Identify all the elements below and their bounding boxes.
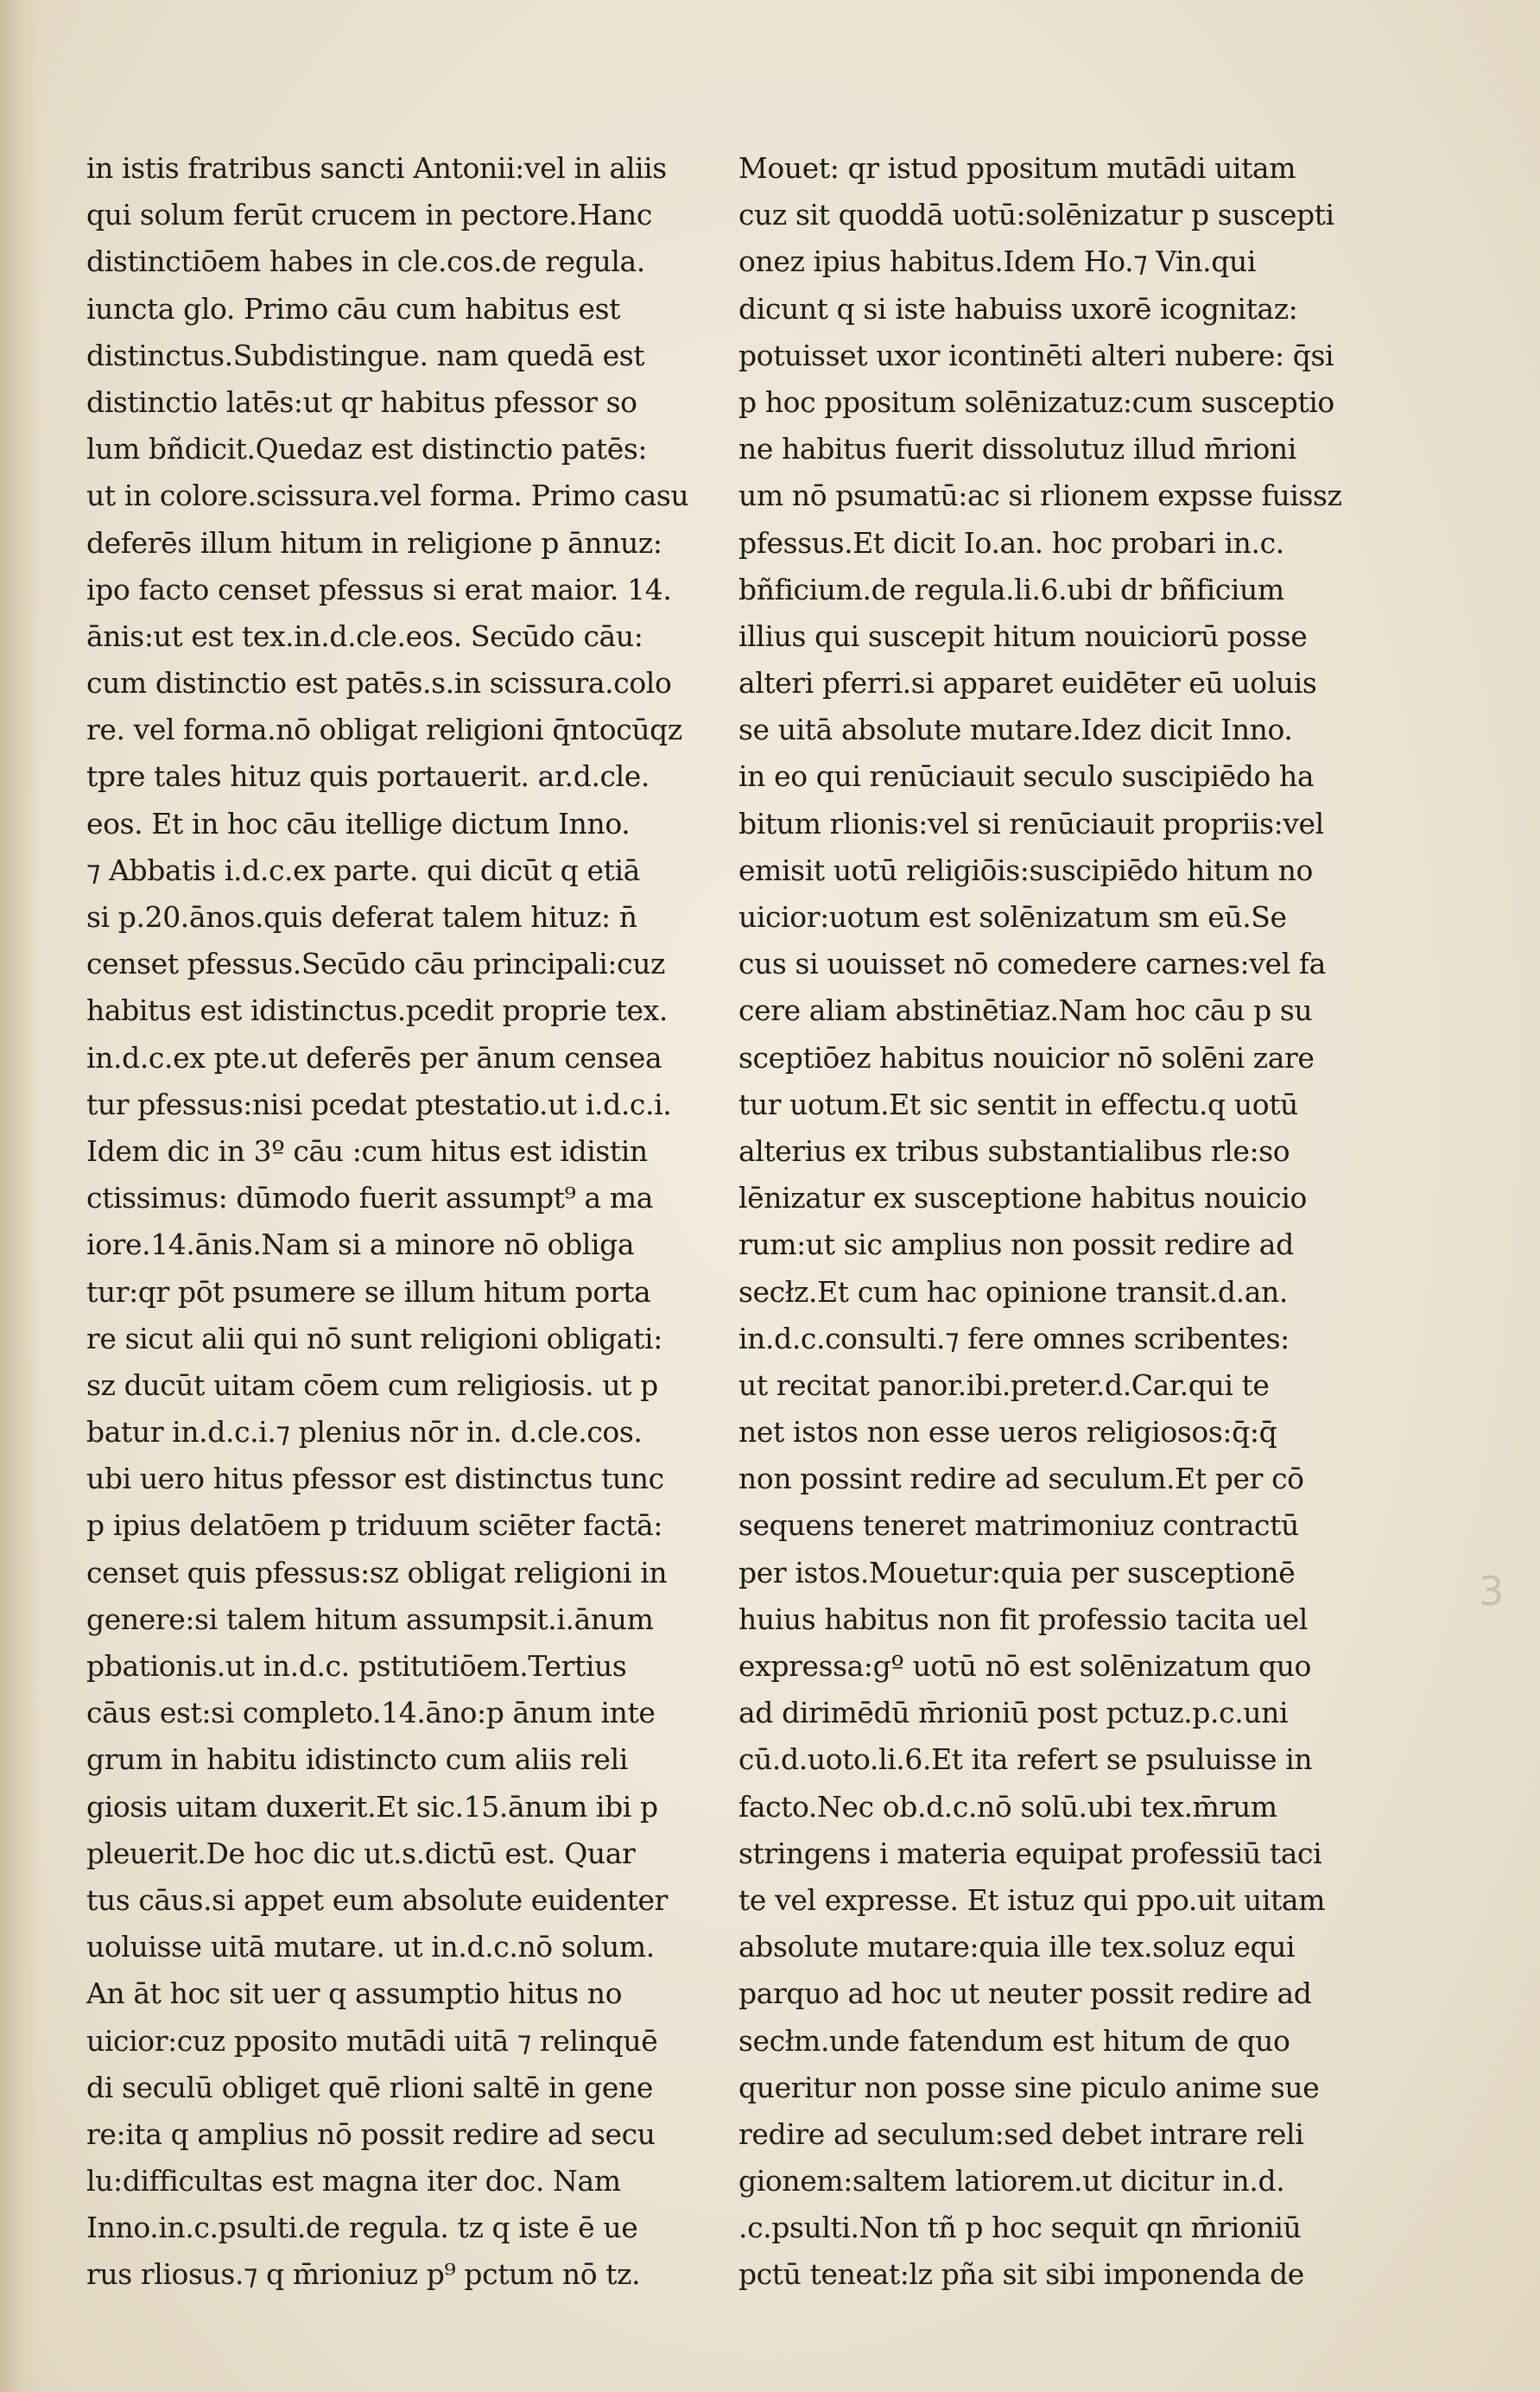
- right-column-line: uicior:uotum est solēnizatum sm eū.Se: [738, 900, 1287, 934]
- right-column-line: .c.psulti.Non tñ p hoc sequit qn m̄rioniū: [738, 2211, 1302, 2245]
- left-column-line: lum bñdicit.Quedaz est distinctio patēs:: [86, 432, 648, 466]
- left-column-line: eos. Et in hoc cāu itellige dictum Inno.: [86, 806, 631, 841]
- left-column-line: uicior:cuz pposito mutādi uitā ⁊ relinquē: [86, 2023, 658, 2058]
- left-column-line: qui solum ferūt crucem in pectore.Hanc: [86, 198, 652, 232]
- left-column-line: distinctiōem habes in cle.cos.de regula.: [86, 244, 645, 279]
- right-column-line: tur uotum.Et sic sentit in effectu.q uotū: [738, 1087, 1298, 1121]
- left-column-line: cāus est:si completo.14.āno:p ānum inte: [86, 1696, 656, 1730]
- right-column-line: ad dirimēdū m̄rioniū post pctuz.p.c.uni: [738, 1696, 1289, 1730]
- right-text-column: [738, 145, 1382, 2299]
- right-column-line: redire ad seculum:sed debet intrare reli: [738, 2116, 1304, 2151]
- left-column-line: censet quis pfessus:sz obligat religioni in: [86, 1555, 668, 1589]
- right-column-line: secłm.unde fatendum est hitum de quo: [738, 2023, 1290, 2058]
- left-column-line: Inno.in.c.psulti.de regula. tz q iste ē ue: [86, 2211, 638, 2245]
- left-column-line: grum in habitu idistincto cum aliis reli: [86, 1742, 628, 1777]
- right-column-line: emisit uotū religiōis:suscipiēdo hitum no: [738, 853, 1313, 887]
- left-column-line: di seculū obliget quē rlioni saltē in gene: [86, 2070, 653, 2104]
- left-column-line: tus cāus.si appet eum absolute euidenter: [86, 1882, 669, 1917]
- left-column-line: re:ita q amplius nō possit redire ad secu: [86, 2116, 656, 2151]
- left-column-line: An āt hoc sit uer q assumptio hitus no: [86, 1976, 623, 2011]
- left-column-line: Idem dic in 3º cāu :cum hitus est idistin: [86, 1133, 648, 1168]
- right-column-line: net istos non esse ueros religiosos:q̄:q̄: [738, 1415, 1277, 1450]
- right-column-line: gionem:saltem latiorem.ut dicitur in.d.: [738, 2164, 1285, 2198]
- right-column-line: in eo qui renūciauit seculo suscipiēdo ha: [738, 759, 1315, 794]
- right-column-line: secłz.Et cum hac opinione transit.d.an.: [738, 1274, 1288, 1309]
- left-column-line: p ipius delatōem p triduum sciēter factā:: [86, 1508, 663, 1543]
- left-text-column: [86, 145, 701, 2299]
- left-column-line: re. vel forma.nō obligat religioni q̄ntocūqz: [86, 713, 682, 747]
- right-column-line: cus si uouisset nō comedere carnes:vel fa: [738, 947, 1326, 981]
- right-column-line: per istos.Mouetur:quia per susceptionē: [738, 1555, 1296, 1589]
- left-column-line: in.d.c.ex pte.ut deferēs per ānum censea: [86, 1040, 662, 1075]
- right-column-line: cuz sit quoddā uotū:solēnizatur p suscepti: [738, 198, 1334, 232]
- right-column-line: potuisset uxor icontinēti alteri nubere: q̄si: [738, 338, 1334, 372]
- margin-pencil-mark: 3: [1479, 1568, 1505, 1615]
- right-column-line: alteri pferri.si apparet euidēter eū uoluis: [738, 666, 1317, 701]
- right-column-line: huius habitus non fit professio tacita uel: [738, 1602, 1308, 1636]
- left-column-line: ānis:ut est tex.in.d.cle.eos. Secūdo cāu:: [86, 619, 643, 653]
- right-column-line: cere aliam abstinētiaz.Nam hoc cāu p su: [738, 993, 1313, 1028]
- right-column-line: sequens teneret matrimoniuz contractū: [738, 1508, 1299, 1543]
- right-column-line: stringens i materia equipat professiū taci: [738, 1836, 1322, 1870]
- left-column-line: distinctus.Subdistingue. nam quedā est: [86, 338, 645, 372]
- right-column-line: Mouet: qr istud ppositum mutādi uitam: [738, 151, 1296, 185]
- right-column-line: absolute mutare:quia ille tex.soluz equi: [738, 1930, 1296, 1964]
- left-column-line: in istis fratribus sancti Antonii:vel in aliis: [86, 151, 667, 185]
- left-column-line: iore.14.ānis.Nam si a minore nō obliga: [86, 1228, 635, 1262]
- right-column-line: bñficium.de regula.li.6.ubi dr bñficium: [738, 572, 1284, 606]
- left-column-line: rus rliosus.⁊ q m̄rioniuz p⁹ pctum nō tz.: [86, 2257, 641, 2292]
- right-column-line: ut recitat panor.ibi.preter.d.Car.qui te: [738, 1367, 1270, 1402]
- left-column-line: distinctio latēs:ut qr habitus pfessor so: [86, 384, 637, 419]
- left-column-line: tpre tales hituz quis portauerit. ar.d.cle.: [86, 759, 650, 794]
- right-column-line: facto.Nec ob.d.c.nō solū.ubi tex.m̄rum: [738, 1789, 1277, 1824]
- left-column-line: cum distinctio est patēs.s.in scissura.colo: [86, 666, 672, 701]
- right-column-line: pctū teneat:lz pña sit sibi imponenda de: [738, 2257, 1304, 2292]
- left-column-line: re sicut alii qui nō sunt religioni obligati:: [86, 1321, 662, 1355]
- left-column-line: ⁊ Abbatis i.d.c.ex parte. qui dicūt q etiā: [86, 853, 640, 887]
- left-column-line: censet pfessus.Secūdo cāu principali:cuz: [86, 947, 666, 981]
- left-column-line: lu:difficultas est magna iter doc. Nam: [86, 2164, 621, 2198]
- right-column-line: parquo ad hoc ut neuter possit redire ad: [738, 1976, 1312, 2011]
- left-column-line: iuncta glo. Primo cāu cum habitus est: [86, 291, 620, 326]
- right-column-line: sceptiōez habitus nouicior nō solēni zare: [738, 1040, 1315, 1075]
- left-column-line: si p.20.ānos.quis deferat talem hituz: n̄: [86, 900, 637, 934]
- right-column-line: pfessus.Et dicit Io.an. hoc probari in.c.: [738, 525, 1284, 560]
- right-column-line: te vel expresse. Et istuz qui ppo.uit uitam: [738, 1882, 1326, 1917]
- right-column-line: cū.d.uoto.li.6.Et ita refert se psuluisse in: [738, 1742, 1313, 1777]
- right-column-line: rum:ut sic amplius non possit redire ad: [738, 1228, 1294, 1262]
- right-column-line: alterius ex tribus substantialibus rle:so: [738, 1133, 1290, 1168]
- left-column-line: pleuerit.De hoc dic ut.s.dictū est. Quar: [86, 1836, 636, 1870]
- right-column-line: se uitā absolute mutare.Idez dicit Inno.: [738, 713, 1293, 747]
- left-column-line: ubi uero hitus pfessor est distinctus tunc: [86, 1462, 664, 1496]
- left-column-line: ctissimus: dūmodo fuerit assumpt⁹ a ma: [86, 1181, 654, 1215]
- right-column-line: ne habitus fuerit dissolutuz illud m̄rioni: [738, 432, 1296, 466]
- left-column-line: ut in colore.scissura.vel forma. Primo casu: [86, 479, 689, 513]
- right-column-line: onez ipius habitus.Idem Ho.⁊ Vin.qui: [738, 244, 1256, 279]
- right-column-line: in.d.c.consulti.⁊ fere omnes scribentes:: [738, 1321, 1290, 1355]
- left-column-line: ipo facto censet pfessus si erat maior. 14.: [86, 572, 672, 606]
- right-column-line: dicunt q si iste habuiss uxorē icognitaz:: [738, 291, 1298, 326]
- left-column-line: giosis uitam duxerit.Et sic.15.ānum ibi p: [86, 1789, 658, 1824]
- left-column-line: uoluisse uitā mutare. ut in.d.c.nō solum.: [86, 1930, 655, 1964]
- left-column-line: sz ducūt uitam cōem cum religiosis. ut p: [86, 1367, 658, 1402]
- left-column-line: tur pfessus:nisi pcedat ptestatio.ut i.d.c.i.: [86, 1087, 672, 1121]
- left-column-line: pbationis.ut in.d.c. pstitutiōem.Tertius: [86, 1649, 627, 1683]
- left-column-line: batur in.d.c.i.⁊ plenius nōr in. d.cle.cos.: [86, 1415, 643, 1450]
- left-column-line: habitus est idistinctus.pcedit proprie tex.: [86, 993, 668, 1028]
- right-column-line: queritur non posse sine piculo anime sue: [738, 2070, 1320, 2104]
- right-column-line: expressa:gº uotū nō est solēnizatum quo: [738, 1649, 1312, 1683]
- binding-gutter-shadow: [0, 0, 41, 2392]
- left-column-line: genere:si talem hitum assumpsit.i.ānum: [86, 1602, 654, 1636]
- left-column-line: deferēs illum hitum in religione p ānnuz:: [86, 525, 662, 560]
- right-column-line: lēnizatur ex susceptione habitus nouicio: [738, 1181, 1307, 1215]
- right-column-line: um nō psumatū:ac si rlionem expsse fuissz: [738, 479, 1342, 513]
- right-column-line: p hoc ppositum solēnizatuz:cum susceptio: [738, 384, 1334, 419]
- left-column-line: tur:qr pōt psumere se illum hitum porta: [86, 1274, 651, 1309]
- right-column-line: bitum rlionis:vel si renūciauit propriis:vel: [738, 806, 1324, 841]
- right-column-line: non possint redire ad seculum.Et per cō: [738, 1462, 1304, 1496]
- right-column-line: illius qui suscepit hitum nouiciorū posse: [738, 619, 1308, 653]
